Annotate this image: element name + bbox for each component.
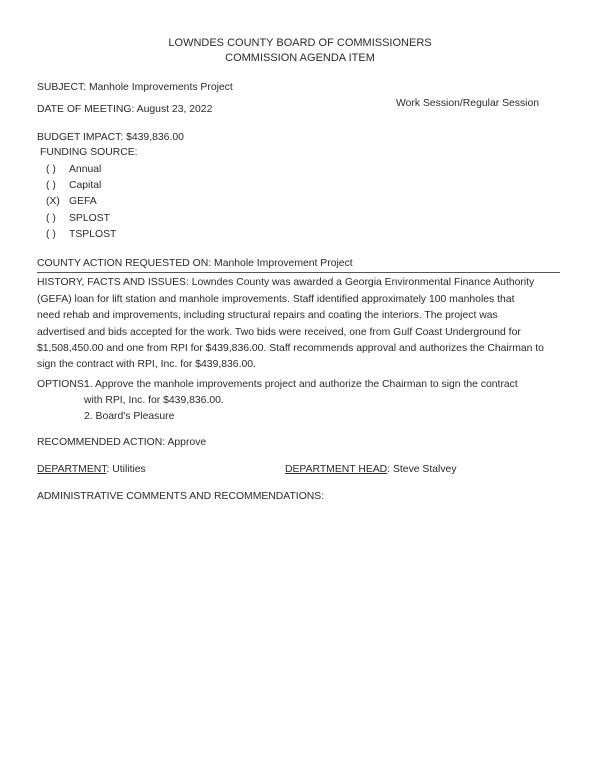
history-line: sign the contract with RPI, Inc. for $439,836.00. <box>37 359 256 370</box>
department-head-value: : Steve Stalvey <box>387 464 457 475</box>
admin-comments: ADMINISTRATIVE COMMENTS AND RECOMMENDATIONS: <box>37 491 325 502</box>
date-of-meeting: DATE OF MEETING: August 23, 2022 <box>37 104 213 115</box>
funding-mark: ( ) <box>46 229 56 240</box>
header-subtitle: COMMISSION AGENDA ITEM <box>225 52 375 64</box>
history-line: $1,508,450.00 and one from RPI for $439,836.00. Staff recommends approval and authorizes the Chairman to <box>37 343 544 354</box>
department-head-label: DEPARTMENT HEAD <box>285 464 388 475</box>
county-action: COUNTY ACTION REQUESTED ON: Manhole Improvement Project <box>37 258 353 269</box>
option-line: 1. Approve the manhole improvements project and authorize the Chairman to sign the contract <box>84 379 518 390</box>
department <box>37 464 146 475</box>
funding-mark: ( ) <box>46 164 56 175</box>
funding-label: Annual <box>69 164 102 175</box>
history-line: HISTORY, FACTS AND ISSUES: Lowndes County was awarded a Georgia Environmental Finance Authority <box>37 277 535 288</box>
option-line: 2. Board's Pleasure <box>84 411 175 422</box>
funding-source-label: FUNDING SOURCE: <box>40 147 138 158</box>
option-line: with RPI, Inc. for $439,836.00. <box>84 395 224 406</box>
department-label: DEPARTMENT <box>37 464 107 475</box>
funding-label: Capital <box>69 180 102 191</box>
department-head <box>285 464 457 475</box>
funding-mark: (X) <box>46 196 60 207</box>
recommended-action: RECOMMENDED ACTION: Approve <box>37 437 207 448</box>
history-line: (GEFA) loan for lift station and manhole improvements. Staff identified approximately 100 manholes that <box>37 294 515 305</box>
department-value: : Utilities <box>106 464 146 475</box>
budget-impact: BUDGET IMPACT: $439,836.00 <box>37 132 184 143</box>
options-label: OPTIONS: <box>37 379 87 390</box>
funding-label: GEFA <box>69 196 97 207</box>
funding-mark: ( ) <box>46 213 56 224</box>
funding-label: SPLOST <box>69 213 110 224</box>
divider <box>37 272 560 273</box>
history-line: advertised and bids accepted for the work. Two bids were received, one from Gulf Coast Underground for <box>37 327 521 338</box>
funding-mark: ( ) <box>46 180 56 191</box>
header-title: LOWNDES COUNTY BOARD OF COMMISSIONERS <box>168 37 432 49</box>
history-line: need rehab and improvements, including structural repairs and coating the interiors. The project was <box>37 310 498 321</box>
subject: SUBJECT: Manhole Improvements Project <box>37 82 233 93</box>
funding-label: TSPLOST <box>69 229 117 240</box>
session-type: Work Session/Regular Session <box>396 98 540 109</box>
